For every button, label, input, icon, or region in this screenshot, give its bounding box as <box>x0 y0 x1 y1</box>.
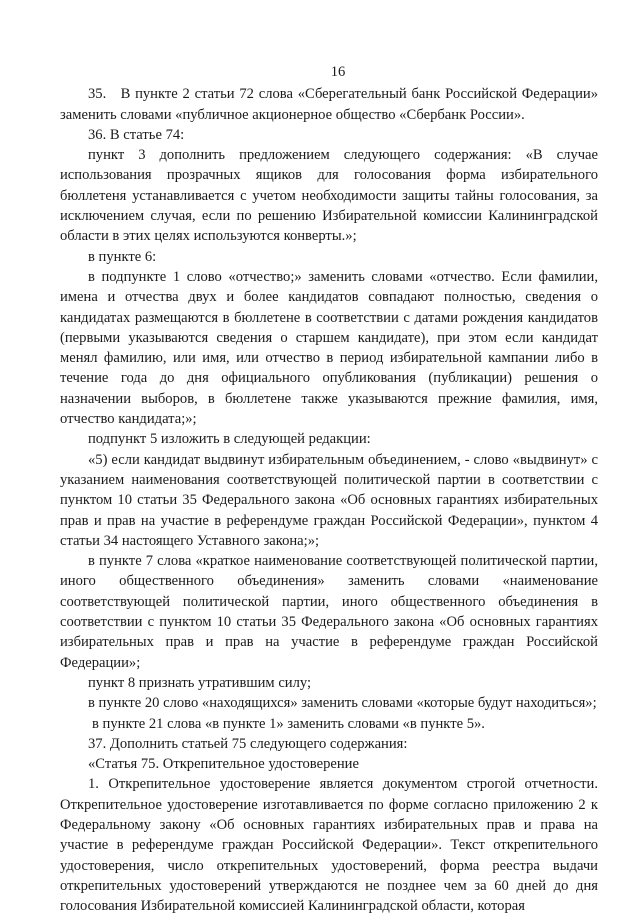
paragraph-item-37: 37. Дополнить статьей 75 следующего содержания: <box>88 735 408 752</box>
paragraph-subpoint-5-text: «5) если кандидат выдвинут избирательным объединением, - слово «выдвинут» с указанием наименования соответствующей политической партии в соответствии с пунктом 10 статьи 35 Федерального закона «Об основных гарантиях избирательных прав и прав на участие в референдуме граждан Российской Федерации», пунктом 4 статьи 34 настоящего Уставного закона;»; <box>60 451 598 549</box>
paragraph-point-6-heading: в пункте 6: <box>88 248 157 265</box>
paragraph-item-36-heading: 36. В статье 74: <box>88 126 185 143</box>
article-75-title: «Статья 75. Открепительное удостоверение <box>88 756 359 773</box>
paragraph-point-21: в пункте 21 слова «в пункте 1» заменить словами «в пункте 5». <box>92 715 485 732</box>
paragraph-subpoint-5-heading: подпункт 5 изложить в следующей редакции: <box>88 431 371 448</box>
paragraph-subpoint-1: в подпункте 1 слово «отчество;» заменить словами «отчество. Если фамилии, имена и отчества двух и более кандидатов совпадают полностью, сведения о кандидатах размещаются в бюллетене в соответствии с датами рождения кандидатов (первыми указываются сведения о старшем кандидате), при этом если кандидат менял фамилию, или имя, или отчество в период избирательной кампании либо в течение года до дня официального опубликования (публикации) решения о назначении выборов, в бюллетене также указываются прежние фамилия, имя, отчество кандидата;»; <box>60 268 598 428</box>
document-page <box>60 62 598 916</box>
paragraph-point-3: пункт 3 дополнить предложением следующего содержания: «В случае использования прозрачных ящиков для голосования форма избирательного бюллетеня устанавливается с учетом необходимости защиты тайны голосования, за исключением случая, если по решению Избирательной комиссии Калининградской области в этих целях используются конверты.»; <box>60 147 598 245</box>
paragraph-item-35: 35. В пункте 2 статьи 72 слова «Сберегательный банк Российской Федерации» заменить словами «публичное акционерное общество «Сбербанк России». <box>60 86 598 123</box>
paragraph-point-7: в пункте 7 слова «краткое наименование соответствующей политической партии, иного общественного объединения» заменить словами «наименование соответствующей политической партии, иного общественного объединения в соответствии с пунктом 10 статьи 35 Федерального закона «Об основных гарантиях избирательных прав и прав на участие в референдуме граждан Российской Федерации»; <box>60 553 598 671</box>
paragraph-article-75-point-1: 1. Открепительное удостоверение является документом строгой отчетности. Открепительное удостоверение изготавливается по форме согласно приложению 2 к Федеральному закону «Об основных гарантиях избирательных прав и права на участие в референдуме граждан Российской Федерации». Текст открепительного удостоверения, число открепительных удостоверений, форма реестра выдачи открепительных удостоверений утверждаются не позднее чем за 60 дней до дня голосования Избирательной комиссией Калининградской области, которая <box>60 776 598 915</box>
page-number: 16 <box>330 64 346 80</box>
paragraph-point-20: в пункте 20 слово «находящихся» заменить словами «которые будут находиться»; <box>88 695 597 712</box>
paragraph-point-8: пункт 8 признать утратившим силу; <box>88 674 312 691</box>
